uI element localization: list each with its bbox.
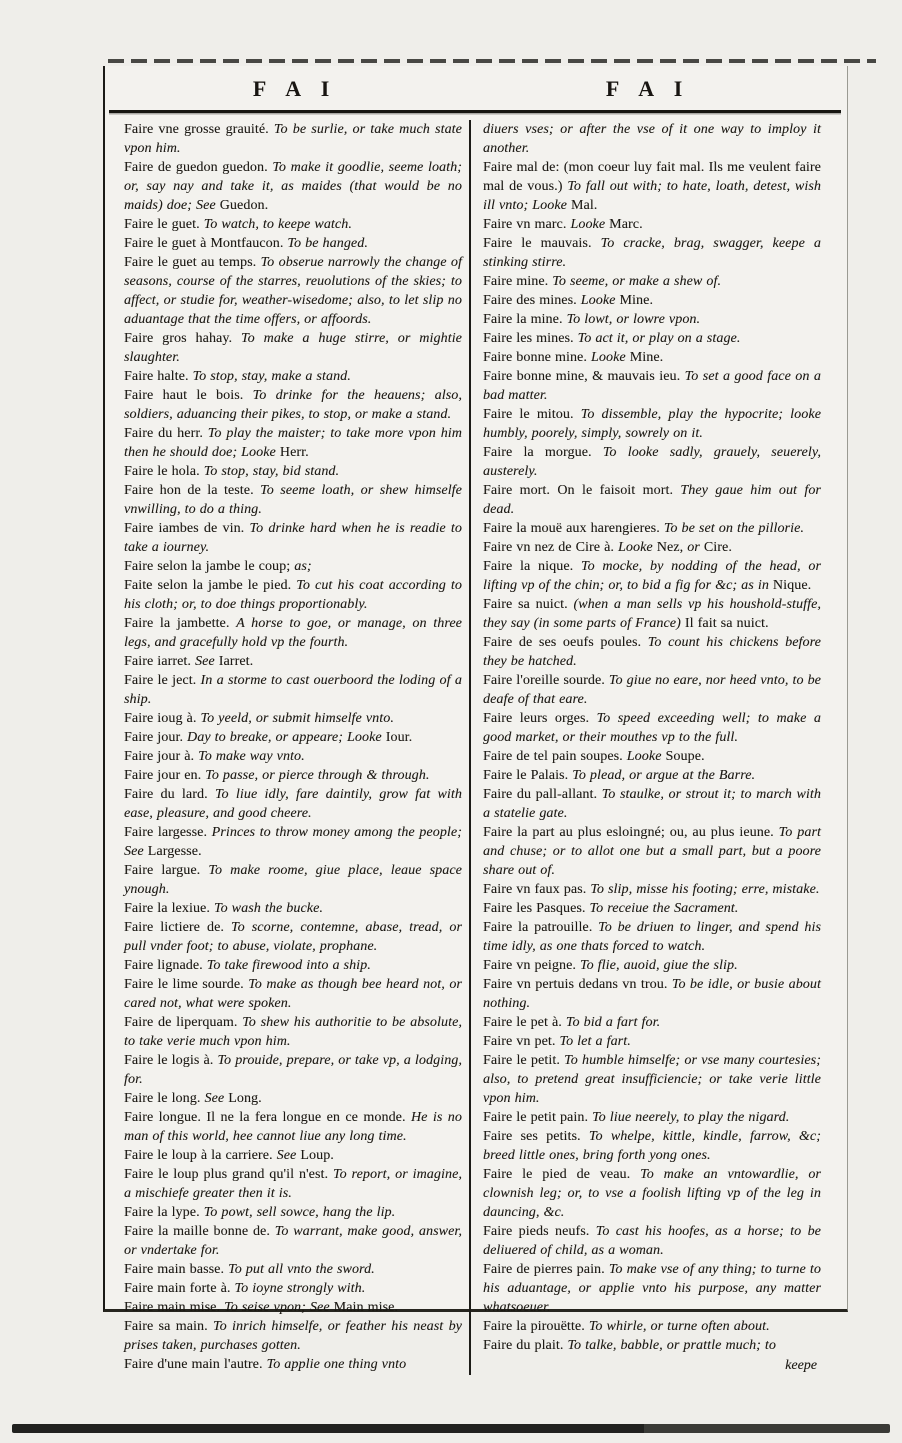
entry-headword: Faire le mauvais. bbox=[483, 236, 601, 251]
dictionary-entry bbox=[483, 1336, 821, 1355]
entry-headword: Faire vn peigne. bbox=[483, 958, 580, 973]
entry-gloss: To cut his coat according to his cloth; or, to doe things proportionably. bbox=[124, 578, 462, 612]
entry-headword: Faire largue. bbox=[124, 863, 209, 878]
dictionary-entry bbox=[124, 519, 462, 557]
page-header-right: F A I bbox=[605, 76, 691, 101]
entry-headword: Il fait sa nuict. bbox=[684, 616, 769, 631]
entry-headword: Iour. bbox=[385, 730, 413, 745]
entry-headword: Faire du lard. bbox=[124, 787, 215, 802]
entry-headword: Faire de tel pain soupes. bbox=[483, 749, 627, 764]
entry-gloss: To obserue narrowly the change of seasons, course of the starres, reuolutions of the skies; to affect, or studie for, weather-wisedome; also, to let slip no aduantage that the time offers, or affoords. bbox=[124, 255, 462, 327]
entry-headword: Nez, bbox=[656, 540, 684, 555]
entry-gloss: To giue no eare, nor heed vnto, to be deafe of that eare. bbox=[483, 673, 821, 707]
entry-gloss: See bbox=[204, 1091, 229, 1106]
entry-gloss: To make it goodlie, seeme loath; or, say nay and take it, as maides (that would be no maids) doe; See bbox=[124, 160, 462, 213]
entry-headword: Faire le pied de veau. bbox=[483, 1167, 641, 1182]
entry-headword: Cire. bbox=[703, 540, 732, 555]
entry-gloss: To be surlie, or take much state vpon him. bbox=[124, 122, 462, 156]
entry-headword: Faire la mouë aux harengieres. bbox=[483, 521, 664, 536]
entry-headword: Faire largesse. bbox=[124, 825, 212, 840]
dictionary-entry bbox=[124, 1203, 462, 1222]
dictionary-entry bbox=[124, 1089, 462, 1108]
entry-gloss: To shew his authoritie to be absolute, to take verie much vpon him. bbox=[124, 1015, 462, 1049]
entry-gloss: To flie, auoid, giue the slip. bbox=[579, 958, 738, 973]
entry-headword: Faire halte. bbox=[124, 369, 193, 384]
entry-headword: Faire leurs orges. bbox=[483, 711, 597, 726]
dictionary-entry bbox=[124, 899, 462, 918]
dictionary-entry bbox=[483, 310, 821, 329]
entry-headword: Faire de liperquam. bbox=[124, 1015, 243, 1030]
entry-headword: Faire jour à. bbox=[124, 749, 199, 764]
dictionary-entry bbox=[483, 443, 821, 481]
entry-gloss: To make roome, giue place, leaue space ynough. bbox=[124, 863, 462, 897]
column-divider-rule bbox=[469, 120, 471, 1375]
entry-headword: Faire main forte à. bbox=[124, 1281, 235, 1296]
dictionary-entry bbox=[124, 367, 462, 386]
entry-headword: Faire le pet à. bbox=[483, 1015, 566, 1030]
dictionary-entry bbox=[483, 823, 821, 880]
dictionary-entry bbox=[483, 633, 821, 671]
entry-headword: Faire bonne mine. bbox=[483, 350, 591, 365]
entry-gloss: To stop, stay, make a stand. bbox=[192, 369, 351, 384]
entry-gloss: See bbox=[276, 1148, 301, 1163]
entry-headword: Faire hon de la teste. bbox=[124, 483, 261, 498]
entry-gloss: To lowt, or lowre vpon. bbox=[566, 312, 701, 327]
entry-gloss: To yeeld, or submit himselfe vnto. bbox=[200, 711, 394, 726]
entry-gloss: To staulke, or strout it; to march with a statelie gate. bbox=[483, 787, 821, 821]
dictionary-entry bbox=[483, 747, 821, 766]
entry-gloss: To speed exceeding well; to make a good market, or their mouthes vp to the full. bbox=[483, 711, 821, 745]
dictionary-entry bbox=[483, 1108, 821, 1127]
entry-gloss: Looke bbox=[626, 749, 666, 764]
entry-headword: Faire de guedon guedon. bbox=[124, 160, 273, 175]
entry-gloss: To cast his hoofes, as a horse; to be deliuered of child, as a woman. bbox=[483, 1224, 821, 1258]
entry-headword: Faire vn faux pas. bbox=[483, 882, 591, 897]
entry-headword: Faire jour. bbox=[124, 730, 188, 745]
dictionary-entry bbox=[124, 785, 462, 823]
entry-gloss: To cracke, brag, swagger, keepe a stinking stirre. bbox=[483, 236, 821, 270]
dictionary-entry bbox=[483, 975, 821, 1013]
dictionary-entry bbox=[124, 557, 462, 576]
dictionary-entry bbox=[124, 1222, 462, 1260]
scan-bottom-edge-artifact bbox=[12, 1424, 890, 1433]
entry-headword: Soupe. bbox=[665, 749, 705, 764]
right-column bbox=[483, 120, 821, 1375]
entry-headword: Faire iambes de vin. bbox=[124, 521, 250, 536]
entry-headword: Faire d'une main l'autre. bbox=[124, 1357, 267, 1372]
dictionary-entry bbox=[124, 481, 462, 519]
entry-gloss: To stop, stay, bid stand. bbox=[203, 464, 340, 479]
entry-headword: Faire jour en. bbox=[124, 768, 206, 783]
entry-gloss: He is no man of this world, hee cannot liue any long time. bbox=[124, 1110, 462, 1144]
dictionary-entry bbox=[483, 1317, 821, 1336]
entry-gloss: To liue idly, fare daintily, grow fat with ease, pleasure, and good cheere. bbox=[124, 787, 462, 821]
dictionary-entry bbox=[483, 918, 821, 956]
entry-headword: Iarret. bbox=[218, 654, 254, 669]
page-header-left: F A I bbox=[252, 76, 338, 101]
entry-headword: Faire les Pasques. bbox=[483, 901, 590, 916]
entry-headword: Faire lictiere de. bbox=[124, 920, 232, 935]
entry-headword: Main mise. bbox=[333, 1300, 399, 1315]
entry-gloss: To inrich himselfe, or feather his neast by prises taken, purchases gotten. bbox=[124, 1319, 462, 1353]
entry-headword: Faire main mise. bbox=[124, 1300, 225, 1315]
entry-headword: Faire haut le bois. bbox=[124, 388, 253, 403]
entry-gloss: To humble himselfe; or vse many courtesies; also, to pretend great insufficiencie; or take verie little vpon him. bbox=[483, 1053, 821, 1106]
scan-top-edge-artifact bbox=[108, 59, 876, 63]
entry-gloss: To whelpe, kittle, kindle, farrow, &c; breed little ones, bring forth yong ones. bbox=[483, 1129, 821, 1163]
entry-gloss: To be set on the pillorie. bbox=[663, 521, 805, 536]
entry-gloss: To plead, or argue at the Barre. bbox=[572, 768, 756, 783]
dictionary-entry bbox=[124, 956, 462, 975]
dictionary-entry bbox=[483, 158, 821, 215]
dictionary-entry bbox=[124, 728, 462, 747]
dictionary-entry bbox=[124, 671, 462, 709]
entry-headword: Faire ses petits. bbox=[483, 1129, 589, 1144]
entry-headword: Faire vn nez de Cire à. bbox=[483, 540, 619, 555]
entry-headword: Faire le Palais. bbox=[483, 768, 573, 783]
entry-gloss: To receiue the Sacrament. bbox=[589, 901, 739, 916]
dictionary-entry bbox=[124, 386, 462, 424]
entry-gloss: To make a huge stirre, or mightie slaughter. bbox=[124, 331, 462, 365]
entry-headword: Herr. bbox=[279, 445, 309, 460]
entry-gloss: To powt, sell sowce, hang the lip. bbox=[203, 1205, 396, 1220]
entry-headword: Faire la lexiue. bbox=[124, 901, 214, 916]
dictionary-entry bbox=[483, 557, 821, 595]
entry-headword: Faire le hola. bbox=[124, 464, 204, 479]
entry-headword: Faire la nique. bbox=[483, 559, 581, 574]
dictionary-entry bbox=[483, 519, 821, 538]
dictionary-entry bbox=[483, 272, 821, 291]
dictionary-entry bbox=[483, 538, 821, 557]
entry-gloss: Looke bbox=[580, 293, 620, 308]
dictionary-entry bbox=[483, 1165, 821, 1222]
entry-headword: Faire vn pet. bbox=[483, 1034, 560, 1049]
dictionary-entry bbox=[124, 576, 462, 614]
dictionary-entry bbox=[483, 215, 821, 234]
entry-headword: Faire la part au plus esloingné; ou, au plus ieune. bbox=[483, 825, 779, 840]
entry-gloss: Day to breake, or appeare; Looke bbox=[187, 730, 386, 745]
entry-headword: Faire pieds neufs. bbox=[483, 1224, 596, 1239]
entry-gloss: To play the maister; to take more vpon him then he should doe; Looke bbox=[124, 426, 462, 460]
entry-headword: Largesse. bbox=[147, 844, 202, 859]
dictionary-entry bbox=[483, 1032, 821, 1051]
dictionary-entry bbox=[124, 918, 462, 956]
entry-headword: Faire ioug à. bbox=[124, 711, 201, 726]
entry-gloss: To set a good face on a bad matter. bbox=[483, 369, 821, 403]
entry-gloss: Looke bbox=[590, 350, 630, 365]
entry-gloss: To applie one thing vnto bbox=[266, 1357, 407, 1372]
dictionary-entry bbox=[483, 956, 821, 975]
entry-headword: Faire lignade. bbox=[124, 958, 207, 973]
entry-headword: Faire la mine. bbox=[483, 312, 567, 327]
dictionary-entry bbox=[124, 652, 462, 671]
entry-headword: Faire gros hahay. bbox=[124, 331, 242, 346]
entry-gloss: To drinke for the heauens; also, soldiers, aduancing their pikes, to stop, or make a stand. bbox=[124, 388, 462, 422]
dictionary-entry bbox=[124, 823, 462, 861]
entry-gloss: See bbox=[195, 654, 219, 669]
entry-gloss: To wash the bucke. bbox=[213, 901, 324, 916]
entry-headword: Faire le guet. bbox=[124, 217, 204, 232]
entry-headword: Faire la lype. bbox=[124, 1205, 204, 1220]
entry-headword: Faire la maille bonne de. bbox=[124, 1224, 275, 1239]
entry-headword: Faire main basse. bbox=[124, 1262, 229, 1277]
dictionary-entry bbox=[124, 462, 462, 481]
entry-headword: Faire l'oreille sourde. bbox=[483, 673, 609, 688]
dictionary-entry bbox=[483, 291, 821, 310]
entry-gloss: To bid a fart for. bbox=[565, 1015, 661, 1030]
entry-headword: Faire la morgue. bbox=[483, 445, 603, 460]
entry-headword: Faite selon la jambe le pied. bbox=[124, 578, 297, 593]
entry-headword: Faire sa main. bbox=[124, 1319, 214, 1334]
dictionary-entry bbox=[483, 1260, 821, 1317]
entry-headword: Faire la patrouille. bbox=[483, 920, 599, 935]
entry-headword: Faire le loup à la carriere. bbox=[124, 1148, 277, 1163]
dictionary-entry bbox=[483, 785, 821, 823]
dictionary-entry bbox=[124, 1108, 462, 1146]
entry-headword: Faire la pirouëtte. bbox=[483, 1319, 589, 1334]
dictionary-entry bbox=[124, 424, 462, 462]
dictionary-entry bbox=[483, 1051, 821, 1108]
dictionary-entry bbox=[483, 329, 821, 348]
entry-gloss: To report, or imagine, a mischiefe greater then it is. bbox=[124, 1167, 463, 1201]
entry-headword: Faire le guet au temps. bbox=[124, 255, 261, 270]
dictionary-entry bbox=[483, 120, 821, 158]
entry-gloss: To be hanged. bbox=[287, 236, 368, 251]
dictionary-entry bbox=[124, 1355, 462, 1374]
entry-headword: Faire sa nuict. bbox=[483, 597, 574, 612]
running-head bbox=[105, 66, 847, 110]
entry-gloss: or bbox=[683, 540, 704, 555]
entry-headword: Faire la jambette. bbox=[124, 616, 237, 631]
entry-headword: Mine. bbox=[619, 293, 654, 308]
entry-gloss: To be driuen to linger, and spend his time idly, as one thats forced to watch. bbox=[483, 920, 821, 954]
entry-headword: Faire longue. Il ne la fera longue en ce monde. bbox=[124, 1110, 411, 1125]
entry-gloss: To talke, babble, or prattle much; to bbox=[567, 1338, 777, 1353]
dictionary-entry bbox=[124, 253, 462, 329]
entry-gloss: To fall out with; to hate, loath, detest, wish ill vnto; Looke bbox=[483, 179, 821, 213]
dictionary-entry bbox=[124, 329, 462, 367]
entry-gloss: To looke sadly, grauely, seuerely, austerely. bbox=[483, 445, 821, 479]
dictionary-entry bbox=[483, 348, 821, 367]
dictionary-entry bbox=[483, 899, 821, 918]
entry-headword: Faire des mines. bbox=[483, 293, 581, 308]
entry-gloss: Princes to throw money among the people; See bbox=[124, 825, 462, 859]
entry-headword: Faire le petit pain. bbox=[483, 1110, 593, 1125]
entry-headword: Faire le petit. bbox=[483, 1053, 565, 1068]
entry-headword: Faire mal de: (mon coeur luy fait mal. Ils me veulent faire mal de vous.) bbox=[483, 160, 821, 194]
entry-headword: Faire selon la jambe le coup; bbox=[124, 559, 295, 574]
entry-gloss: diuers vses; or after the vse of it one way to imploy it another. bbox=[483, 122, 821, 156]
entry-headword: Faire le logis à. bbox=[124, 1053, 218, 1068]
dictionary-entry bbox=[483, 1127, 821, 1165]
entry-gloss: To drinke hard when he is readie to take a iourney. bbox=[124, 521, 462, 555]
entry-headword: Nique. bbox=[772, 578, 812, 593]
entry-gloss: (when a man sells vp his houshold-stuffe, they say (in some parts of France) bbox=[483, 597, 821, 631]
dictionary-entry bbox=[124, 234, 462, 253]
entry-headword: Loup. bbox=[300, 1148, 334, 1163]
entry-headword: Long. bbox=[228, 1091, 262, 1106]
dictionary-entry bbox=[483, 766, 821, 785]
entry-headword: Faire bonne mine, & mauvais ieu. bbox=[483, 369, 685, 384]
dictionary-entry bbox=[124, 120, 462, 158]
entry-headword: Guedon. bbox=[219, 198, 269, 213]
scanned-page bbox=[103, 66, 848, 1373]
dictionary-entry bbox=[483, 405, 821, 443]
left-column bbox=[124, 120, 462, 1375]
entry-gloss: A horse to goe, or manage, on three legs, and gracefully hold vp the fourth. bbox=[124, 616, 462, 650]
entry-gloss: To make way vnto. bbox=[198, 749, 305, 764]
entry-headword: Faire du plait. bbox=[483, 1338, 568, 1353]
dictionary-entry bbox=[124, 1298, 462, 1317]
dictionary-entry bbox=[483, 367, 821, 405]
entry-gloss: To prouide, prepare, or take vp, a lodging, for. bbox=[124, 1053, 462, 1087]
text-columns bbox=[105, 113, 847, 1375]
entry-gloss: To take firewood into a ship. bbox=[206, 958, 371, 973]
entry-gloss: To whirle, or turne often about. bbox=[588, 1319, 770, 1334]
entry-gloss: To put all vnto the sword. bbox=[228, 1262, 375, 1277]
entry-headword: Faire vne grosse grauité. bbox=[124, 122, 274, 137]
dictionary-entry bbox=[483, 1013, 821, 1032]
dictionary-entry bbox=[124, 709, 462, 728]
entry-gloss: Looke bbox=[570, 217, 610, 232]
dictionary-entry bbox=[124, 614, 462, 652]
entry-headword: Faire vn marc. bbox=[483, 217, 571, 232]
dictionary-entry bbox=[124, 1260, 462, 1279]
entry-gloss: To mocke, by nodding of the head, or lifting vp of the chin; or, to bid a fig for &c; as in bbox=[483, 559, 821, 593]
entry-headword: Faire le loup plus grand qu'il n'est. bbox=[124, 1167, 333, 1182]
dictionary-entry bbox=[483, 481, 821, 519]
dictionary-entry bbox=[483, 671, 821, 709]
dictionary-entry bbox=[124, 1051, 462, 1089]
dictionary-entry bbox=[483, 709, 821, 747]
dictionary-entry bbox=[124, 1013, 462, 1051]
entry-headword: Mine. bbox=[629, 350, 664, 365]
entry-headword: Faire le mitou. bbox=[483, 407, 581, 422]
dictionary-entry bbox=[124, 1317, 462, 1355]
entry-gloss: To part and chuse; or to allot one but a small part, but a poore share out of. bbox=[483, 825, 821, 878]
dictionary-entry bbox=[124, 1146, 462, 1165]
dictionary-entry bbox=[483, 234, 821, 272]
entry-headword: Faire le lime sourde. bbox=[124, 977, 249, 992]
entry-headword: Faire vn pertuis dedans vn trou. bbox=[483, 977, 672, 992]
entry-gloss: To act it, or play on a stage. bbox=[577, 331, 741, 346]
entry-headword: Faire mort. On le faisoit mort. bbox=[483, 483, 681, 498]
dictionary-entry bbox=[124, 975, 462, 1013]
entry-gloss: To make as though bee heard not, or cared not, what were spoken. bbox=[124, 977, 462, 1011]
dictionary-entry bbox=[124, 747, 462, 766]
entry-headword: Faire le long. bbox=[124, 1091, 205, 1106]
entry-headword: Faire le guet à Montfaucon. bbox=[124, 236, 288, 251]
entry-gloss: To dissemble, play the hypocrite; looke humbly, poorely, simply, sowrely on it. bbox=[483, 407, 822, 441]
entry-gloss: To watch, to keepe watch. bbox=[203, 217, 352, 232]
entry-gloss: To be idle, or busie about nothing. bbox=[483, 977, 821, 1011]
entry-gloss: Looke bbox=[618, 540, 657, 555]
entry-gloss: To warrant, make good, answer, or vndertake for. bbox=[124, 1224, 462, 1258]
entry-gloss: In a storme to cast ouerboord the loding of a ship. bbox=[124, 673, 462, 707]
entry-gloss: To seeme loath, or shew himselfe vnwilling, to do a thing. bbox=[124, 483, 462, 517]
entry-gloss: To liue neerely, to play the nigard. bbox=[592, 1110, 790, 1125]
entry-headword: Faire les mines. bbox=[483, 331, 578, 346]
entry-gloss: To seise vpon; See bbox=[224, 1300, 334, 1315]
entry-gloss: To make vse of any thing; to turne to his aduantage, or applie vnto his purpose, any matter whatsoeuer. bbox=[483, 1262, 821, 1315]
entry-headword: Faire de pierres pain. bbox=[483, 1262, 609, 1277]
dictionary-entry bbox=[483, 595, 821, 633]
dictionary-entry bbox=[124, 1165, 462, 1203]
entry-gloss: as; bbox=[294, 559, 312, 574]
dictionary-entry bbox=[124, 158, 462, 215]
entry-gloss: To make an vntowardlie, or clownish leg; or, to vse a foolish lifting vp of the leg in dauncing, &c. bbox=[483, 1167, 821, 1220]
dictionary-entry bbox=[124, 766, 462, 785]
entry-gloss: To seeme, or make a shew of. bbox=[552, 274, 722, 289]
dictionary-entry bbox=[483, 880, 821, 899]
entry-gloss: To count his chickens before they be hatched. bbox=[483, 635, 821, 669]
entry-gloss: To scorne, contemne, abase, tread, or pull vnder foot; to abuse, violate, prophane. bbox=[124, 920, 462, 954]
dictionary-entry bbox=[124, 215, 462, 234]
catchword: keepe bbox=[785, 1358, 817, 1373]
entry-headword: Marc. bbox=[609, 217, 643, 232]
entry-headword: Mal. bbox=[570, 198, 598, 213]
dictionary-entry bbox=[483, 1222, 821, 1260]
entry-headword: Faire du pall-allant. bbox=[483, 787, 602, 802]
entry-gloss: To let a fart. bbox=[559, 1034, 631, 1049]
entry-gloss: To slip, misse his footing; erre, mistake. bbox=[590, 882, 820, 897]
entry-headword: Faire de ses oeufs poules. bbox=[483, 635, 648, 650]
entry-headword: Faire mine. bbox=[483, 274, 553, 289]
entry-gloss: To passe, or pierce through & through. bbox=[205, 768, 430, 783]
entry-gloss: They gaue him out for dead. bbox=[483, 483, 821, 517]
dictionary-entry bbox=[124, 861, 462, 899]
entry-headword: Faire le ject. bbox=[124, 673, 201, 688]
entry-headword: Faire iarret. bbox=[124, 654, 195, 669]
dictionary-entry bbox=[124, 1279, 462, 1298]
entry-headword: Faire du herr. bbox=[124, 426, 208, 441]
entry-gloss: To ioyne strongly with. bbox=[234, 1281, 366, 1296]
